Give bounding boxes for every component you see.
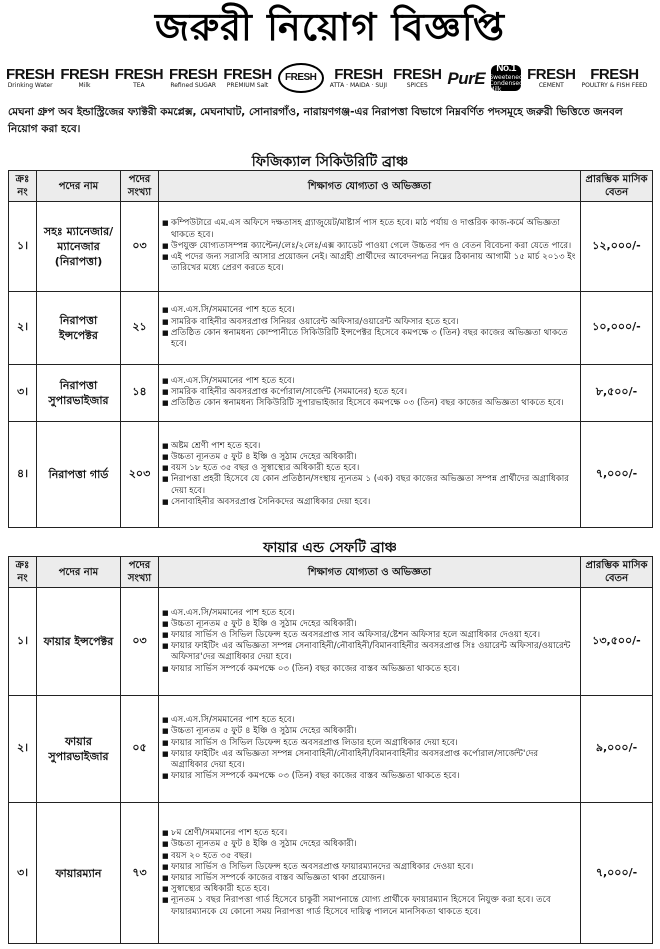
qualification-item: ■ উচ্চতা ন্যূনতম ৫ ফুট ৪ ইঞ্চি ও সুঠাম দেহের অধিকারী। <box>162 619 577 630</box>
brand-product: Milk <box>78 82 91 89</box>
salary-cell: ৭,০০০/- <box>581 803 653 944</box>
header-salary: প্রারম্ভিক মাসিক বেতন <box>581 557 653 588</box>
salary-cell: ৭,০০০/- <box>581 421 653 527</box>
qualification-item: ■ নিরাপত্তা প্রহরী হিসেবে যে কোন প্রতিষ্ঠান/সংস্থায় ন্যূনতম ১ (এক) বছর কাজের অভিজ্ঞতা সম্পন্ন প্রার্থীদের অগ্রাধিকার দেয়া হবে। <box>162 474 577 496</box>
post-name-cell: ফায়ারম্যান <box>37 803 121 944</box>
qualification-item: ■ ৮ম শ্রেণী/সমমানের পাশ হতে হবে। <box>162 828 577 839</box>
brand-logo <box>278 63 324 93</box>
brand-logo <box>393 67 441 89</box>
physical-security-table <box>8 170 653 528</box>
serial-cell: ২। <box>9 695 37 803</box>
qualifications-list <box>162 608 577 675</box>
qualification-item: ■ ফায়ার ফাইটিং এর অভিজ্ঞতা সম্পন্ন সেনাবাহিনী/নৌবাহিনী/বিমানবাহিনীর অবসরপ্রাপ্ত সিঃ ওয়ারেন্ট অফিসার/ওয়ারেন্ট অফিসার'দের অগ্রাধিকার দেয়া হবে। <box>162 641 577 663</box>
header-qualifications: শিক্ষাগত যোগ্যতা ও অভিজ্ঞতা <box>159 557 581 588</box>
qualifications-cell <box>159 364 581 421</box>
table-row <box>9 803 653 944</box>
qualification-item: ■ এই পদের জন্য সরাসরি আসার প্রয়োজন নেই। আগ্রহী প্রার্থীদের আবেদনপত্র নিম্নের ঠিকানায় আগামী ১৫ মার্চ ২০১৩ ইং তারিখের মধ্যে প্রেরণ করতে হবে। <box>162 252 577 274</box>
brand-product: PREMIUM Salt <box>226 82 269 89</box>
post-name-cell: ফায়ার সুপারভাইজার <box>37 695 121 803</box>
brand-logo <box>223 67 271 89</box>
qualifications-list <box>162 305 577 350</box>
qualification-item: ■ ফায়ার ফাইটিং এর অভিজ্ঞতা সম্পন্ন সেনাবাহিনী/নৌবাহিনী/বিমানবাহিনীর অবসরপ্রাপ্ত কর্পোরাল/সার্জেন্ট'দের অগ্রাধিকার দেয়া হবে। <box>162 749 577 771</box>
brand-product: Sweetened Condensed Milk <box>489 73 523 93</box>
brand-name: FRESH <box>223 66 272 83</box>
qualification-item: ■ সামরিক বাহিনীর অবসরপ্রাপ্ত কর্পোরাল/সার্জেন্ট (সমমানের) হতে হবে। <box>162 387 577 398</box>
qualification-item: ■ প্রতিষ্ঠিত কোন স্বনামধন্য কোম্পানীতে সিকিউরিটি ইন্সপেক্টর হিসেবে কমপক্ষে ৩ (তিন) বছর কাজের অভিজ্ঞতা থাকতে হবে। <box>162 328 577 350</box>
qualification-item: ■ উচ্চতা ন্যূনতম ৫ ফুট ৪ ইঞ্চি ও সুঠাম দেহের অধিকারী। <box>162 839 577 850</box>
brand-logo <box>330 67 387 89</box>
brand-logo <box>581 67 647 89</box>
header-serial: ক্রঃ নং <box>9 171 37 202</box>
serial-cell: ১। <box>9 202 37 292</box>
serial-cell: ২। <box>9 291 37 364</box>
brand-logo <box>447 70 485 87</box>
physical-security-section-title: ফিজিক্যাল সিকিউরিটি ব্রাঞ্চ <box>251 154 409 170</box>
qualification-item: ■ ফায়ার সার্ভিস সম্পর্কে কমপক্ষে ০৩ (তিন) বছর কাজের বাস্তব অভিজ্ঞতা থাকতে হবে। <box>162 771 577 782</box>
brand-logo <box>60 67 108 89</box>
qualifications-list <box>162 441 577 508</box>
intro-paragraph: মেঘনা গ্রুপ অব ইন্ডাস্ট্রিজের ফ্যাক্টরী কমপ্লেক্স, মেঘনাঘাট, সোনারগাঁও, নারায়ণগঞ্জ-এর নিরাপত্তা বিভাগে নিম্নবর্ণিত পদসমূহে জরুরী ভিত্তিতে জনবল নিয়োগ করা হবে। <box>8 106 623 135</box>
serial-cell: ১। <box>9 588 37 696</box>
brand-name: FRESH <box>590 66 639 83</box>
post-name-cell: নিরাপত্তা ইন্সপেক্টর <box>37 291 121 364</box>
brand-logo <box>527 67 575 89</box>
post-count-cell: ১৪ <box>121 364 159 421</box>
brand-logo <box>489 62 523 93</box>
brand-product: ATTA · MAIDA · SUJI <box>329 82 388 89</box>
brand-product: POULTRY & FISH FEED <box>581 82 648 89</box>
table-header-row <box>9 557 653 588</box>
qualifications-list <box>162 376 577 410</box>
qualifications-list <box>162 828 577 918</box>
table-row <box>9 588 653 696</box>
qualification-item: ■ উচ্চতা ন্যূনতম ৫ ফুট ৪ ইঞ্চি ও সুঠাম দেহের অধিকারী। <box>162 726 577 737</box>
qualifications-list <box>162 715 577 782</box>
qualifications-list <box>162 218 577 274</box>
table-header-row <box>9 171 653 202</box>
qualification-item: ■ এস.এস.সি/সমমানের পাশ হতে হবে। <box>162 305 577 316</box>
qualifications-cell <box>159 803 581 944</box>
brand-logo <box>169 67 217 89</box>
header-post: পদের নাম <box>37 171 121 202</box>
post-count-cell: ২০৩ <box>121 421 159 527</box>
post-name-cell: সহঃ ম্যানেজার/ ম্যানেজার (নিরাপত্তা) <box>37 202 121 292</box>
qualification-item: ■ ফায়ার সার্ভিস ও সিভিল ডিফেন্স হতে অবসরপ্রাপ্ত সাব অফিসার/ষ্টেশন অফিসার হলে অগ্রাধিকার দেওয়া হবে। <box>162 630 577 641</box>
header-salary: প্রারম্ভিক মাসিক বেতন <box>581 171 653 202</box>
salary-cell: ১২,০০০/- <box>581 202 653 292</box>
brand-name: PurE <box>447 68 486 88</box>
brand-product: TEA <box>133 82 145 89</box>
qualification-item: ■ উচ্চতা ন্যূনতম ৫ ফুট ৪ ইঞ্চি ও সুঠাম দেহের অধিকারী। <box>162 452 577 463</box>
salary-cell: ১০,০০০/- <box>581 291 653 364</box>
post-name-cell: নিরাপত্তা সুপারভাইজার <box>37 364 121 421</box>
qualification-item: ■ উপযুক্ত যোগ্যতাসম্পন্ন ক্যাপ্টেন/লেঃ/২লেঃ/এক্স ক্যাডেট পাওয়া গেলে উচ্চতর পদ ও বেতন বিবেচনা করা যেতে পারে। <box>162 241 577 252</box>
brand-name: FRESH <box>527 66 576 83</box>
brand-logo <box>6 67 54 89</box>
qualification-item: ■ ফায়ার সার্ভিস ও সিভিল ডিফেন্স হতে অবসরপ্রাপ্ত ফায়ারম্যানদের অগ্রাধিকার দেওয়া হবে। <box>162 862 577 873</box>
qualification-item: ■ বয়স ২০ হতে ৩৫ বছর। <box>162 851 577 862</box>
headline-title: জরুরী নিয়োগ বিজ্ঞপ্তি <box>154 4 505 49</box>
qualification-item: ■ ফায়ার সার্ভিস ও সিভিল ডিফেন্স হতে অবসরপ্রাপ্ত লিডার হলে অগ্রাধিকার দেয়া হবে। <box>162 738 577 749</box>
brand-name: FRESH <box>114 66 164 83</box>
header-count: পদের সংখ্যা <box>121 171 159 202</box>
serial-cell: ৩। <box>9 803 37 944</box>
qualifications-cell <box>159 695 581 803</box>
qualifications-cell <box>159 291 581 364</box>
qualification-item: ■ সামরিক বাহিনীর অবসরপ্রাপ্ত সিনিয়র ওয়ারেন্ট অফিসার/ওয়ারেন্ট অফিসার হতে হবে। <box>162 317 577 328</box>
brand-name: No.1 <box>496 62 516 74</box>
table-row <box>9 364 653 421</box>
brand-logo <box>115 67 163 89</box>
post-count-cell: ০৩ <box>121 588 159 696</box>
qualification-item: ■ ন্যূনতম ১ বছর নিরাপত্তা গার্ড হিসেবে চাকুরী সমাপনান্তে যোগ্য প্রার্থীকে ফায়ারম্যান হিসেবে নিযুক্ত করা হবে। তবে ফায়ারম্যানকে যে কোনো সময় নিরাপত্তা গার্ড হিসেবে দায়িত্ব পালনে মানসিকতা থাকতে হবে। <box>162 895 577 917</box>
qualification-item: ■ এস.এস.সি/সমমানের পাশ হতে হবে। <box>162 608 577 619</box>
header-qualifications: শিক্ষাগত যোগ্যতা ও অভিজ্ঞতা <box>159 171 581 202</box>
serial-cell: ৪। <box>9 421 37 527</box>
post-count-cell: ৭৩ <box>121 803 159 944</box>
qualification-item: ■ সেনাবাহিনীর অবসরপ্রাপ্ত সৈনিকদের অগ্রাধিকার দেয়া হবে। <box>162 497 577 508</box>
brand-product: Refined SUGAR <box>170 82 217 89</box>
qualifications-cell <box>159 421 581 527</box>
qualification-item: ■ প্রতিষ্ঠিত কোন স্বনামধন্য সিকিউরিটি সুপারভাইজার হিসেবে কমপক্ষে ০৩ (তিন) বছর কাজের অভিজ্ঞতা থাকতে হবে। <box>162 398 577 409</box>
table-row <box>9 695 653 803</box>
brand-name: FRESH <box>169 66 218 83</box>
qualification-item: ■ এস.এস.সি/সমমানের পাশ হতে হবে। <box>162 376 577 387</box>
fire-safety-section-title: ফায়ার এন্ড সেফটি ব্রাঞ্চ <box>263 540 397 556</box>
qualification-item: ■ কম্পিউটারে এম.এস অফিসে দক্ষতাসহ গ্র্যাজুয়েট/মাষ্টার্স পাস হতে হবে। মাঠ পর্যায় ও দাপ্তরিক কাজ-কর্মে অভিজ্ঞতা থাকতে হবে। <box>162 218 577 240</box>
brand-name: FRESH <box>6 66 55 83</box>
brand-product: Drinking Water <box>7 82 53 89</box>
post-name-cell: ফায়ার ইন্সপেক্টর <box>37 588 121 696</box>
qualification-item: ■ অষ্টম শ্রেণী পাশ হতে হবে। <box>162 441 577 452</box>
qualification-item: ■ ফায়ার সার্ভিস সম্পর্কে কাজের বাস্তব অভিজ্ঞতা থাকা প্রয়োজন। <box>162 873 577 884</box>
qualifications-cell <box>159 588 581 696</box>
qualification-item: ■ বয়স ১৮ হতে ৩৫ বছর ও সুস্বাস্থ্যের অধিকারী হতে হবে। <box>162 463 577 474</box>
post-count-cell: ২১ <box>121 291 159 364</box>
serial-cell: ৩। <box>9 364 37 421</box>
header-post: পদের নাম <box>37 557 121 588</box>
table-row <box>9 421 653 527</box>
salary-cell: ৮,৫০০/- <box>581 364 653 421</box>
post-count-cell: ০৩ <box>121 202 159 292</box>
qualification-item: ■ সুস্বাস্থ্যের অধিকারী হতে হবে। <box>162 884 577 895</box>
headline-banner <box>0 0 660 60</box>
brand-logo-strip <box>0 60 660 96</box>
post-name-cell: নিরাপত্তা গার্ড <box>37 421 121 527</box>
brand-name: FRESH <box>334 66 383 83</box>
brand-product: CEMENT <box>538 82 564 89</box>
brand-name: FRESH <box>60 66 109 83</box>
fire-safety-table <box>8 556 653 944</box>
qualification-item: ■ ফায়ার সার্ভিস সম্পর্কে কমপক্ষে ০৩ (তিন) বছর কাজের বাস্তব অভিজ্ঞতা থাকতে হবে। <box>162 664 577 675</box>
brand-name: FRESH <box>393 66 442 83</box>
salary-cell: ৯,০০০/- <box>581 695 653 803</box>
header-count: পদের সংখ্যা <box>121 557 159 588</box>
table-row <box>9 291 653 364</box>
salary-cell: ১৩,৫০০/- <box>581 588 653 696</box>
brand-name: FRESH <box>285 72 317 83</box>
qualifications-cell <box>159 202 581 292</box>
brand-product: SPICES <box>406 82 428 89</box>
header-serial: ক্রঃ নং <box>9 557 37 588</box>
qualification-item: ■ এস.এস.সি/সমমানের পাশ হতে হবে। <box>162 715 577 726</box>
table-row <box>9 202 653 292</box>
post-count-cell: ০৫ <box>121 695 159 803</box>
